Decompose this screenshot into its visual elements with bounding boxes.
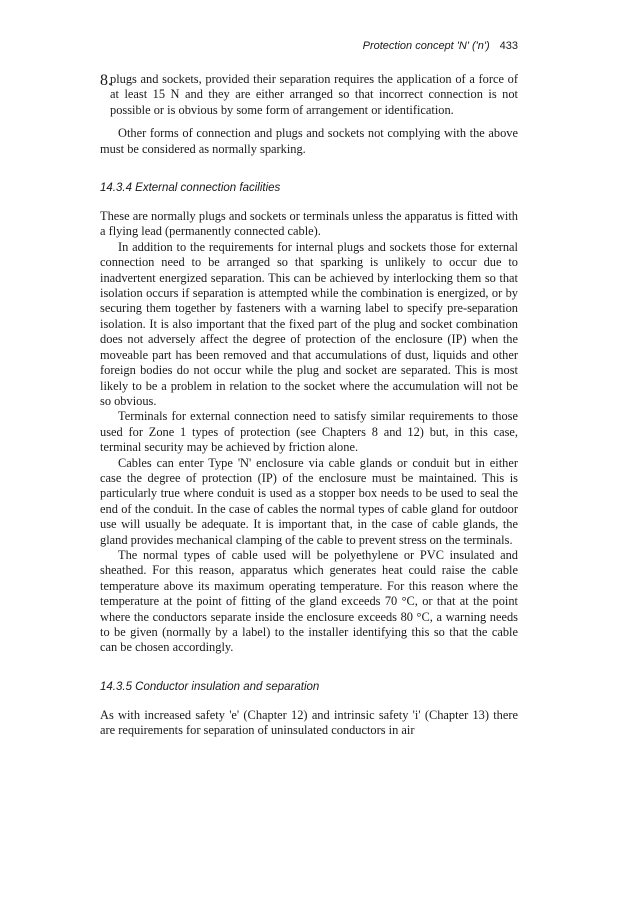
list-item-text: plugs and sockets, provided their separation requires the application of a force of at least 15 N and they are either arranged so that incorrect connection is not possible or is obvious by some form of arrangement or identification. — [110, 72, 518, 117]
book-page — [100, 38, 518, 739]
list-item — [100, 72, 518, 118]
paragraph: In addition to the requirements for internal plugs and sockets those for external connection need to be arranged so that sparking is unlikely to occur due to inadvertent energized separation. This can be achieved by interlocking them so that isolation occurs if separation is attempted while the combination is energized, or by securing them together by fasteners with a warning label to specify pre-separation isolation. It is also important that the fixed part of the plug and socket combination does not adversely affect the degree of protection of the enclosure (IP) when the moveable part has been removed and that accumulations of dust, liquids and other foreign bodies do not occur while the plug and socket are separated. This is most likely to be a problem in relation to the socket where the accumulation will not be so obvious. — [100, 239, 518, 408]
paragraph: As with increased safety 'e' (Chapter 12) and intrinsic safety 'i' (Chapter 13) there are requirements for separation of uninsulated conductors in air — [100, 707, 518, 738]
running-head — [100, 38, 518, 54]
section-heading-14-3-5: 14.3.5 Conductor insulation and separation — [100, 680, 320, 693]
paragraph: These are normally plugs and sockets or terminals unless the apparatus is fitted with a flying lead (permanently connected cable). — [100, 209, 518, 239]
paragraph: Terminals for external connection need to satisfy similar requirements to those used for Zone 1 types of protection (see Chapters 8 and 12) but, in this case, terminal security may be achieved by friction alone. — [100, 409, 518, 455]
paragraph: Other forms of connection and plugs and sockets not complying with the above must be considered as normally sparking. — [100, 126, 518, 156]
running-title: Protection concept 'N' ('n') — [362, 40, 490, 52]
page-number: 433 — [499, 40, 518, 52]
paragraph: Cables can enter Type 'N' enclosure via cable glands or conduit but in either case the degree of protection (IP) of the enclosure must be maintained. This is particularly true where conduit is used as a stopper box needs to be used to seal the end of the conduit. In the case of cables the normal types of cable gland for outdoor use will usually be adequate. It is important that, in the case of cable glands, the gland provides mechanical clamping of the cable to prevent stress on the terminals. — [100, 455, 518, 547]
section-heading-14-3-4: 14.3.4 External connection facilities — [100, 182, 281, 195]
list-item-number: 8. — [100, 72, 112, 89]
paragraph: The normal types of cable used will be polyethylene or PVC insulated and sheathed. For this reason, apparatus which generates heat could raise the cable temperature above its maximum operating temperature. For this reason where the temperature at the point of fitting of the gland exceeds 70 °C, or that at the point where the conductors separate inside the enclosure exceeds 80 °C, a warning needs to be given (normally by a label) to the installer identifying this so that the cable can be chosen accordingly. — [100, 547, 518, 655]
